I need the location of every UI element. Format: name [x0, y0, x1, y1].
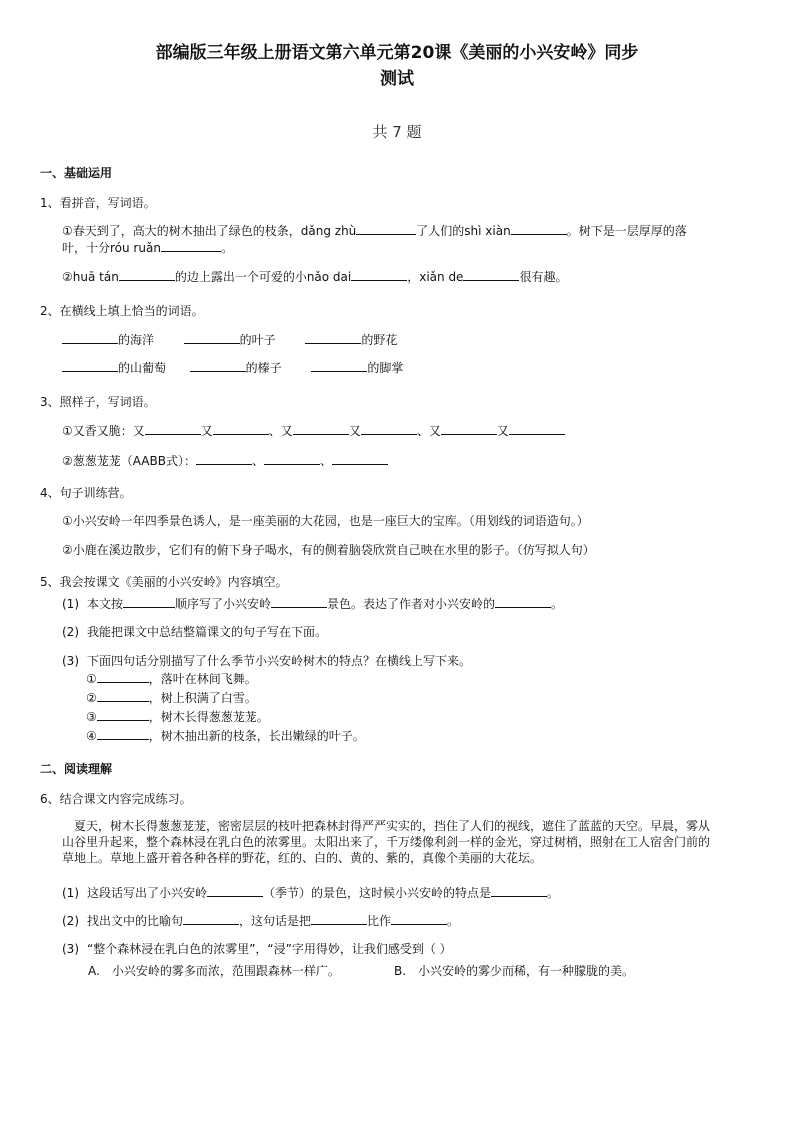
- question-2-label: 2、在横线上填上恰当的词语。: [40, 304, 204, 318]
- question-3-item-2: [62, 452, 388, 469]
- q3-dun: 、: [251, 454, 264, 468]
- item-mark: ③: [86, 710, 97, 724]
- question-3-item-1: [62, 422, 565, 439]
- question-1-item-1-line-1: [62, 222, 687, 239]
- sub-number: (1): [62, 597, 79, 611]
- page-title-line2: 测试: [380, 69, 414, 89]
- question-2-row-2: [62, 359, 403, 376]
- answer-blank[interactable]: [207, 885, 263, 897]
- q3-dun: 、: [268, 424, 281, 438]
- answer-blank[interactable]: [196, 453, 252, 465]
- answer-blank[interactable]: [391, 913, 447, 925]
- option-a-text: 小兴安岭的雾多而浓，范围跟森林一样广。: [111, 964, 340, 978]
- sub-number: (3): [62, 942, 79, 956]
- question-4-label: 4、句子训练营。: [40, 486, 132, 500]
- question-4-item-2: ②小鹿在溪边散步，它们有的俯下身子喝水，有的侧着脑袋欣赏自己映在水里的影子。（仿写拟人句）: [62, 543, 595, 557]
- q2-r2-word-1: 的山葡萄: [118, 361, 167, 375]
- q6-s2-text-d: 。: [447, 914, 460, 928]
- answer-blank[interactable]: [62, 360, 118, 372]
- q1-item2-text-d: 很有趣。: [519, 270, 568, 284]
- option-a-label: A.: [88, 964, 100, 978]
- question-5-sub-3-item-4: [86, 727, 365, 744]
- q3-item1-prefix: ①又香又脆：又: [62, 424, 145, 438]
- option-a[interactable]: [88, 962, 340, 979]
- page-title-line1: 部编版三年级上册语文第六单元第20课《美丽的小兴安岭》同步: [155, 43, 639, 63]
- q3-you: 又: [348, 424, 361, 438]
- sub-number: (2): [62, 625, 79, 639]
- question-5-sub-1: [62, 595, 563, 612]
- sub-number: (1): [62, 886, 79, 900]
- q1-item1-text-e: 。: [220, 241, 233, 255]
- q2-r2-word-3: 的脚掌: [367, 361, 404, 375]
- q6-s2-text-a: 找出文中的比喻句: [87, 914, 184, 928]
- q3-you: 又: [280, 424, 293, 438]
- answer-blank[interactable]: [311, 360, 367, 372]
- question-1-item-2: [62, 268, 567, 285]
- q1-item1-text-d: 叶，十分róu ruǎn: [62, 241, 161, 255]
- answer-blank[interactable]: [190, 360, 246, 372]
- question-6-label: 6、结合课文内容完成练习。: [40, 792, 192, 806]
- section-heading-reading: 二、阅读理解: [40, 762, 113, 776]
- answer-blank[interactable]: [332, 453, 388, 465]
- answer-blank[interactable]: [491, 885, 547, 897]
- q5-s1-text-d: 。: [551, 597, 564, 611]
- answer-blank[interactable]: [97, 690, 149, 702]
- q5-s3-text: 下面四句话分别描写了什么季节小兴安岭树木的特点？在横线上写下来。: [87, 654, 472, 668]
- reading-passage: 夏天，树木长得葱葱茏茏，密密层层的枝叶把森林封得严严实实的，挡住了人们的视线，遮住了蓝蓝的天空。早晨，雾从山谷里升起来，整个森林浸在乳白色的浓雾里。太阳出来了，千万缕像利剑一样的金光，穿过树梢，照射在工人宿舍门前的草地上。草地上盛开着各种各样的野花，红的、白的、黄的、紫的，真像个美丽的大花坛。: [62, 819, 711, 865]
- answer-blank[interactable]: [97, 671, 149, 683]
- question-3-label: 3、照样子，写词语。: [40, 395, 156, 409]
- question-5-sub-2: [62, 623, 327, 640]
- answer-blank[interactable]: [145, 423, 201, 435]
- q2-r2-word-2: 的榛子: [245, 361, 282, 375]
- item-text: ，树木抽出新的枝条，长出嫩绿的叶子。: [148, 729, 365, 743]
- answer-blank[interactable]: [264, 453, 320, 465]
- answer-blank[interactable]: [441, 423, 497, 435]
- q1-item2-text-b: 的边上露出一个可爱的小nǎo dai: [174, 270, 352, 284]
- q5-s1-text-c: 景色。表达了作者对小兴安岭的: [327, 597, 496, 611]
- item-mark: ②: [86, 691, 97, 705]
- answer-blank[interactable]: [356, 223, 416, 235]
- q6-s1-text-c: 。: [547, 886, 560, 900]
- answer-blank[interactable]: [495, 596, 551, 608]
- q3-you: 又: [428, 424, 441, 438]
- answer-blank[interactable]: [311, 913, 367, 925]
- answer-blank[interactable]: [293, 423, 349, 435]
- q1-item1-text-c: 。树下是一层厚厚的落: [566, 224, 687, 238]
- answer-blank[interactable]: [213, 423, 269, 435]
- item-text: ，落叶在林间飞舞。: [148, 672, 257, 686]
- answer-blank[interactable]: [183, 913, 239, 925]
- answer-blank[interactable]: [62, 332, 118, 344]
- option-b[interactable]: [394, 962, 634, 979]
- answer-blank[interactable]: [351, 269, 407, 281]
- q6-s2-text-b: ，这句话是把: [239, 914, 312, 928]
- question-6-sub-2: [62, 912, 459, 929]
- q6-s1-text-b: （季节）的景色，这时候小兴安岭的特点是: [263, 886, 492, 900]
- answer-blank[interactable]: [123, 596, 175, 608]
- q1-item1-text-b: 了人们的shì xiàn: [416, 224, 511, 238]
- q5-s1-text-b: 顺序写了小兴安岭: [175, 597, 272, 611]
- answer-blank[interactable]: [511, 223, 567, 235]
- q2-r1-word-1: 的海洋: [118, 333, 155, 347]
- q5-s2-text: 我能把课文中总结整篇课文的句子写在下面。: [87, 625, 328, 639]
- q3-you: 又: [496, 424, 509, 438]
- answer-blank[interactable]: [119, 269, 175, 281]
- question-count: 共 7 题: [372, 123, 422, 141]
- question-5-sub-3: [62, 652, 471, 669]
- question-1-item-1-line-2: [62, 239, 233, 256]
- q3-dun: 、: [416, 424, 429, 438]
- q3-item2-prefix: ②葱葱茏茏（AABB式）：: [62, 454, 196, 468]
- q2-r1-word-2: 的叶子: [239, 333, 276, 347]
- answer-blank[interactable]: [361, 423, 417, 435]
- q6-s3-text: “整个森林浸在乳白色的浓雾里”，“浸”字用得妙，让我们感受到（ ）: [87, 942, 452, 956]
- question-5-sub-3-item-2: [86, 689, 257, 706]
- q1-item2-text-a: ②huā tán: [62, 270, 119, 284]
- item-mark: ①: [86, 672, 97, 686]
- answer-blank[interactable]: [305, 332, 361, 344]
- answer-blank[interactable]: [509, 423, 565, 435]
- item-mark: ④: [86, 729, 97, 743]
- q3-dun: 、: [320, 454, 333, 468]
- question-4-item-1: ①小兴安岭一年四季景色诱人，是一座美丽的大花园，也是一座巨大的宝库。（用划线的词语造句。）: [62, 514, 589, 528]
- q2-r1-word-3: 的野花: [361, 333, 398, 347]
- q6-s2-text-c: 比作: [367, 914, 392, 928]
- question-5-sub-3-item-1: [86, 670, 257, 687]
- answer-blank[interactable]: [161, 240, 221, 252]
- question-6-sub-3: [62, 940, 452, 957]
- question-1-label: 1、看拼音，写词语。: [40, 196, 156, 210]
- option-b-label: B.: [394, 964, 407, 978]
- answer-blank[interactable]: [463, 269, 519, 281]
- q6-s1-text-a: 这段话写出了小兴安岭: [87, 886, 208, 900]
- question-5-sub-3-item-3: [86, 708, 269, 725]
- answer-blank[interactable]: [97, 728, 149, 740]
- item-text: ，树木长得葱葱茏茏。: [148, 710, 269, 724]
- answer-blank[interactable]: [184, 332, 240, 344]
- question-2-row-1: [62, 331, 397, 348]
- question-6-sub-1: [62, 884, 559, 901]
- question-5-label: 5、我会按课文《美丽的小兴安岭》内容填空。: [40, 575, 288, 589]
- q5-s1-text-a: 本文按: [87, 597, 124, 611]
- answer-blank[interactable]: [97, 709, 149, 721]
- q1-item2-text-c: ，xiǎn de: [407, 270, 464, 284]
- q3-you: 又: [200, 424, 213, 438]
- option-b-text: 小兴安岭的雾少而稀，有一种朦胧的美。: [418, 964, 635, 978]
- section-heading-basic: 一、基础运用: [40, 166, 113, 180]
- sub-number: (3): [62, 654, 79, 668]
- q1-item1-text-a: ①春天到了，高大的树木抽出了绿色的枝条，dǎng zhù: [62, 224, 357, 238]
- item-text: ，树上积满了白雪。: [148, 691, 257, 705]
- sub-number: (2): [62, 914, 79, 928]
- answer-blank[interactable]: [271, 596, 327, 608]
